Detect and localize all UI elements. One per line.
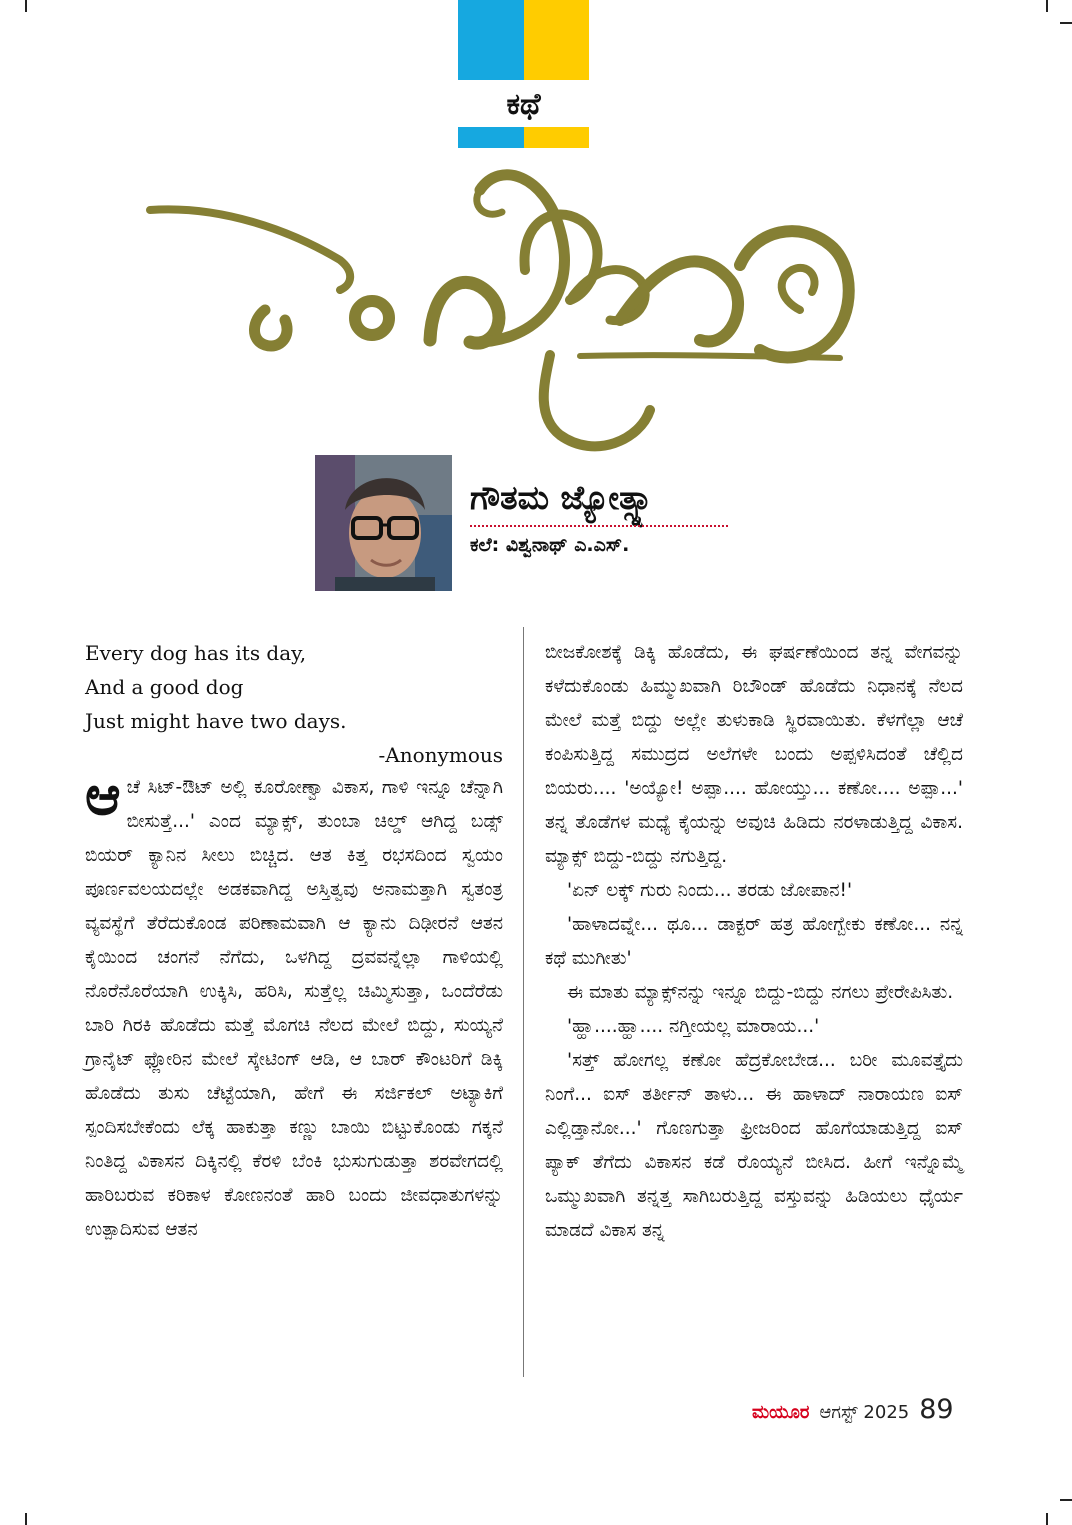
author-name: ಗೌತಮ ಜ್ಯೋತ್ಸ್ನಾ bbox=[470, 478, 656, 517]
page-footer bbox=[752, 1394, 954, 1428]
story-paragraph: ಬೀಜಕೋಶಕ್ಕೆ ಡಿಕ್ಕಿ ಹೊಡೆದು, ಈ ಘರ್ಷಣೆಯಿಂದ ತನ್ನ ವೇಗವನ್ನು ಕಳೆದುಕೊಂಡು ಹಿಮ್ಮುಖವಾಗಿ ರಿಬೌಂಡ್ ಹೊಡೆದು ನಿಧಾನಕ್ಕೆ ನೆಲದ ಮೇಲೆ ಮತ್ತೆ ಬಿದ್ದು ಅಲ್ಲೇ ತುಳುಕಾಡಿ ಸ್ಥಿರವಾಯಿತು. ಕೆಳಗೆಲ್ಲಾ ಆಚೆ ಕಂಪಿಸುತ್ತಿದ್ದ ಸಮುದ್ರದ ಅಲೆಗಳೇ ಬಂದು ಅಪ್ಪಳಿಸಿದಂತೆ ಚೆಲ್ಲಿದ ಬಿಯರು.... 'ಅಯ್ಯೋ! ಅಪ್ಪಾ.... ಹೋಯ್ತು... ಕಣೋ.... ಅಪ್ಪಾ...' ತನ್ನ ತೊಡೆಗಳ ಮಧ್ಯೆ ಕೈಯನ್ನು ಅವುಚಿ ಹಿಡಿದು ನರಳಾಡುತ್ತಿದ್ದ ವಿಕಾಸ. ಮ್ಯಾಕ್ಸ್ ಬಿದ್ದು-ಬಿದ್ದು ನಗುತ್ತಿದ್ದ. bbox=[545, 642, 963, 867]
section-color-blocks bbox=[458, 0, 589, 80]
art-credit: ಕಲೆ: ವಿಶ್ವನಾಥ್ ಎ.ಎಸ್. bbox=[470, 534, 630, 556]
story-column-left bbox=[85, 764, 503, 1247]
drop-cap: ಆ bbox=[85, 764, 121, 827]
epigraph-attribution: -Anonymous bbox=[378, 743, 503, 767]
crop-mark-right-lower bbox=[1060, 1499, 1072, 1501]
epigraph-line: And a good dog bbox=[85, 675, 244, 699]
page-number: 89 bbox=[919, 1394, 954, 1425]
magazine-logo: ಮಯೂರ bbox=[752, 1402, 810, 1423]
story-column-right bbox=[545, 636, 963, 1248]
crop-mark-bottom-left bbox=[25, 1513, 27, 1525]
story-title-calligraphy bbox=[140, 150, 880, 460]
column-divider bbox=[523, 627, 524, 1377]
story-dialogue: 'ಹಾಳಾದವ್ನೇ... ಥೂ... ಡಾಕ್ಟರ್ ಹತ್ರ ಹೋಗ್ಬೇಕು ಕಣೋ... ನನ್ನ ಕಥೆ ಮುಗೀತು' bbox=[545, 914, 963, 969]
story-dialogue: 'ಏನ್ ಲಕ್ಕ್ ಗುರು ನಿಂದು... ತರಡು ಜೋಪಾನ!' bbox=[567, 880, 853, 901]
author-portrait-image bbox=[315, 455, 452, 591]
story-paragraph bbox=[85, 764, 503, 1247]
crop-mark-right-upper bbox=[1060, 22, 1072, 24]
section-bar-blue bbox=[458, 127, 524, 148]
crop-mark-top-left bbox=[25, 0, 27, 12]
epigraph-line: Every dog has its day, bbox=[85, 641, 307, 665]
story-dialogue: 'ಸತ್ತ್ ಹೋಗಲ್ಲ ಕಣೋ ಹೆದ್ರಕೋಬೇಡ... ಬರೀ ಮೂವತ್ತೈದು ನಿಂಗೆ... ಐಸ್ ತರ್ತೀನ್ ತಾಳು... ಈ ಹಾಳಾದ್ ನಾರಾಯಣ ಐಸ್ ಎಲ್ಲಿಡ್ತಾನೋ...' ಗೊಣಗುತ್ತಾ ಫ್ರೀಜರಿಂದ ಹೊಗೆಯಾಡುತ್ತಿದ್ದ ಐಸ್ ಪ್ಯಾಕ್ ತೆಗೆದು ವಿಕಾಸನ ಕಡೆ ರೊಯ್ಯನೆ ಬೀಸಿದ. ಹೀಗೆ ಇನ್ನೊಮ್ಮೆ ಒಮ್ಮುಖವಾಗಿ ತನ್ನತ್ತ ಸಾಗಿಬರುತ್ತಿದ್ದ ವಸ್ತುವನ್ನು ಹಿಡಿಯಲು ಧೈರ್ಯ ಮಾಡದೆ ವಿಕಾಸ ತನ್ನ bbox=[545, 1050, 963, 1241]
crop-mark-top-right bbox=[1046, 0, 1048, 12]
story-paragraph-text: ಚೆ ಸಿಟ್-ಔಟ್ ಅಲ್ಲಿ ಕೂರೋಣ್ವಾ ವಿಕಾಸ, ಗಾಳಿ ಇನ್ನೂ ಚೆನ್ನಾಗಿ ಬೀಸುತ್ತೆ...' ಎಂದ ಮ್ಯಾಕ್ಸ್, ತುಂಬಾ ಚಿಲ್ಡ್ ಆಗಿದ್ದ ಬಡ್ಸ್ ಬಿಯರ್ ಕ್ಯಾನಿನ ಸೀಲು ಬಿಚ್ಚಿದ. ಆತ ಕಿತ್ತ ರಭಸದಿಂದ ಸ್ವಯಂ ಪೂರ್ಣವಲಯದಲ್ಲೇ ಅಡಕವಾಗಿದ್ದ ಅಸ್ತಿತ್ವವು ಅನಾಮತ್ತಾಗಿ ಸ್ವತಂತ್ರ ವ್ಯವಸ್ಥೆಗೆ ತೆರೆದುಕೊಂಡ ಪರಿಣಾಮವಾಗಿ ಆ ಕ್ಯಾನು ದಿಢೀರನೆ ಆತನ ಕೈಯಿಂದ ಚಂಗನೆ ನೆಗೆದು, ಒಳಗಿದ್ದ ದ್ರವವನ್ನೆಲ್ಲಾ ಗಾಳಿಯಲ್ಲಿ ನೊರೆನೊರೆಯಾಗಿ ಉಕ್ಕಿಸಿ, ಹರಿಸಿ, ಸುತ್ತೆಲ್ಲ ಚಿಮ್ಮಿಸುತ್ತಾ, ಒಂದೆರೆಡು ಬಾರಿ ಗಿರಕಿ ಹೊಡೆದು ಮತ್ತೆ ಮೊಗಚಿ ನೆಲದ ಮೇಲೆ ಬಿದ್ದು, ಸುಯ್ಯನೆ ಗ್ರಾನೈಟ್ ಫ್ಲೋರಿನ ಮೇಲೆ ಸ್ಕೇಟಿಂಗ್ ಆಡಿ, ಆ ಬಾರ್ ಕೌಂಟರಿಗೆ ಡಿಕ್ಕಿ ಹೊಡೆದು ತುಸು ಚೆಟ್ಟೆಯಾಗಿ, ಹೇಗೆ ಈ ಸರ್ಜಿಕಲ್ ಅಟ್ಯಾಕಿಗೆ ಸ್ಪಂದಿಸಬೇಕೆಂದು ಲೆಕ್ಕ ಹಾಕುತ್ತಾ ಕಣ್ಣು ಬಾಯಿ ಬಿಟ್ಟುಕೊಂಡು ಗಕ್ಕನೆ ನಿಂತಿದ್ದ ವಿಕಾಸನ ದಿಕ್ಕಿನಲ್ಲಿ ಕೆರಳಿ ಬೆಂಕಿ ಭುಸುಗುಡುತ್ತಾ ಶರವೇಗದಲ್ಲಿ ಹಾರಿಬರುವ ಕರಿಕಾಳ ಕೋಣನಂತೆ ಹಾರಿ ಬಂದು ಜೀವಧಾತುಗಳನ್ನು ಉತ್ಪಾದಿಸುವ ಆತನ bbox=[85, 777, 503, 1240]
epigraph bbox=[85, 636, 503, 772]
section-marker bbox=[458, 0, 589, 148]
section-label: ಕಥೆ bbox=[506, 87, 541, 122]
story-paragraph: ಈ ಮಾತು ಮ್ಯಾಕ್ಸ್‌ನನ್ನು ಇನ್ನೂ ಬಿದ್ದು-ಬಿದ್ದು ನಗಲು ಪ್ರೇರೇಪಿಸಿತು. bbox=[567, 982, 954, 1003]
issue-date: ಆಗಸ್ಟ್ 2025 bbox=[819, 1402, 910, 1423]
author-portrait bbox=[315, 455, 452, 591]
epigraph-line: Just might have two days. bbox=[85, 709, 347, 733]
section-bar-yellow bbox=[524, 127, 589, 148]
story-title bbox=[140, 150, 880, 460]
story-dialogue: 'ಹ್ಹಾ....ಹ್ಹಾ.... ನಗ್ತೀಯಲ್ಲ ಮಾರಾಯ...' bbox=[567, 1016, 820, 1037]
crop-mark-bottom-right bbox=[1046, 1513, 1048, 1525]
author-underline bbox=[470, 525, 728, 527]
section-color-bar bbox=[458, 127, 589, 148]
section-block-yellow bbox=[524, 0, 589, 80]
section-block-blue bbox=[458, 0, 524, 80]
story-title-text bbox=[140, 150, 141, 151]
